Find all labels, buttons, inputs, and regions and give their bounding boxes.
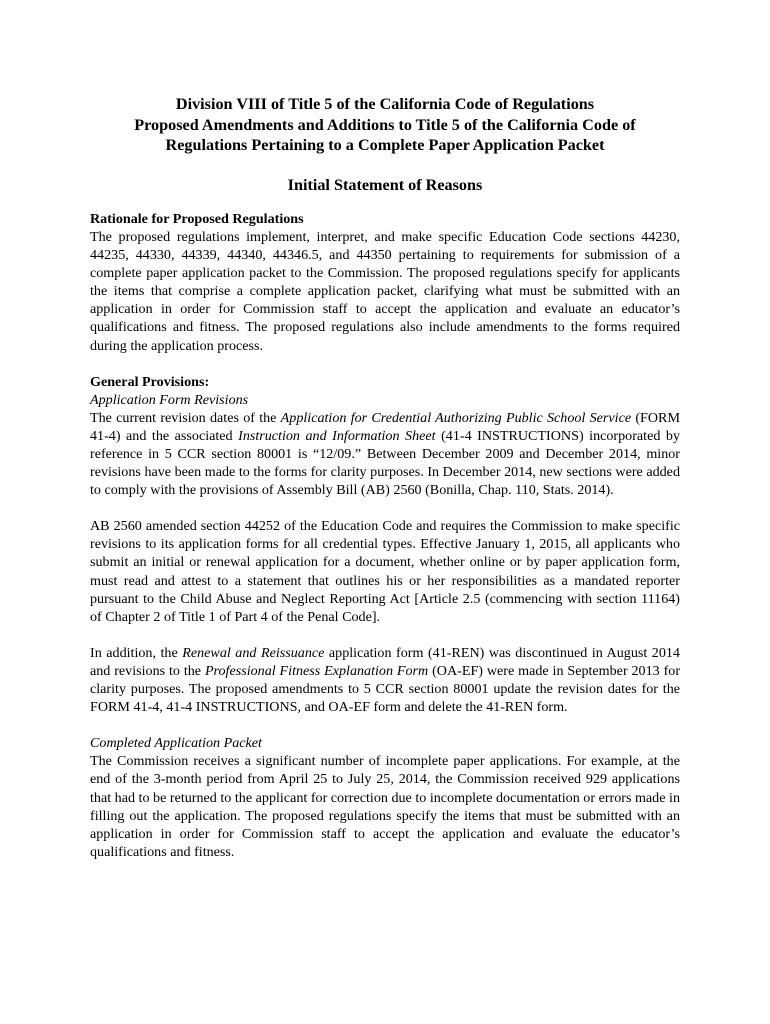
application-form-revisions-subheading: Application Form Revisions — [90, 391, 249, 408]
title-line-3: Regulations Pertaining to a Complete Paper Application Packet — [165, 136, 605, 155]
rationale-paragraph: The proposed regulations implement, interpret, and make specific Education Code sections 44230, 44235, 44330, 44339, 44340, 44346.5, and 44350 pertaining to requirements for submission of a complete paper application packet to the Commission. The proposed regulations specify for applicants the items that comprise a complete application packet, clarifying what must be submitted with an application in order for Commission staff to accept the application and evaluate an educator’s qualifications and fitness. The proposed regulations also include amendments to the forms required during the application process. — [90, 228, 680, 354]
completed-packet-subheading: Completed Application Packet — [90, 735, 262, 752]
rationale-heading: Rationale for Proposed Regulations — [90, 210, 304, 227]
document-subtitle: Initial Statement of Reasons — [287, 175, 483, 194]
text-run: (OA-EF) were made in September 2013 for clarity purposes. The proposed amendments to 5 CCR section 80001 update the revision dates for the FORM 41-4, 41-4 INSTRUCTIONS, and OA-EF form and delete the 41-REN form. — [90, 662, 681, 716]
revision-dates-paragraph — [90, 409, 680, 499]
ab2560-paragraph: AB 2560 amended section 44252 of the Education Code and requires the Commission to make specific revisions to its application forms for all credential types. Effective January 1, 2015, all applicants who submit an initial or renewal application for a document, whether online or by paper application form, must read and attest to a statement that outlines his or her responsibilities as a mandated reporter pursuant to the Child Abuse and Neglect Reporting Act [Article 2.5 (commencing with section 11164) of Chapter 2 of Title 1 of Part 4 of the Penal Code]. — [90, 518, 680, 625]
additional-revisions-paragraph — [90, 644, 680, 716]
title-line-1: Division VIII of Title 5 of the California Code of Regulations — [175, 95, 595, 113]
title-line-2: Proposed Amendments and Additions to Title 5 of the California Code of — [134, 115, 636, 134]
document-title — [90, 94, 680, 156]
text-run: application form (41-REN) was discontinued in August 2014 and revisions to the — [90, 644, 680, 679]
text-run: (FORM 41-4) and the associated — [90, 409, 680, 444]
completed-packet-paragraph: The Commission receives a significant number of incomplete paper applications. For example, at the end of the 3-month period from April 25 to July 25, 2014, the Commission received 929 applications that had to be returned to the applicant for correction due to incomplete documentation or errors made in filling out the application. The proposed regulations specify the items that must be submitted with an application in order for Commission staff to accept the application and evaluate the educator’s qualifications and fitness. — [90, 753, 680, 860]
form-title-instructions: Instruction and Information Sheet — [238, 427, 436, 444]
form-title-application: Application for Credential Authorizing Public School Service — [280, 409, 632, 426]
form-title-fitness: Professional Fitness Explanation Form — [204, 662, 429, 679]
completed-packet-section — [90, 734, 680, 861]
text-run: (41-4 INSTRUCTIONS) incorporated by reference in 5 CCR section 80001 is “12/09.” Between December 2009 and December 2014, minor revisions have been made to the forms for clarity purposes. In December 2014, new sections were added to comply with the provisions of Assembly Bill (AB) 2560 (Bonilla, Chap. 110, Stats. 2014). — [90, 427, 681, 499]
general-provisions-heading: General Provisions: — [90, 373, 210, 390]
document-page — [90, 94, 680, 879]
form-title-renewal: Renewal and Reissuance — [182, 644, 325, 661]
text-run: The current revision dates of the — [90, 409, 281, 426]
general-provisions-section — [90, 373, 680, 717]
rationale-section — [90, 210, 680, 355]
text-run: In addition, the — [90, 644, 183, 661]
